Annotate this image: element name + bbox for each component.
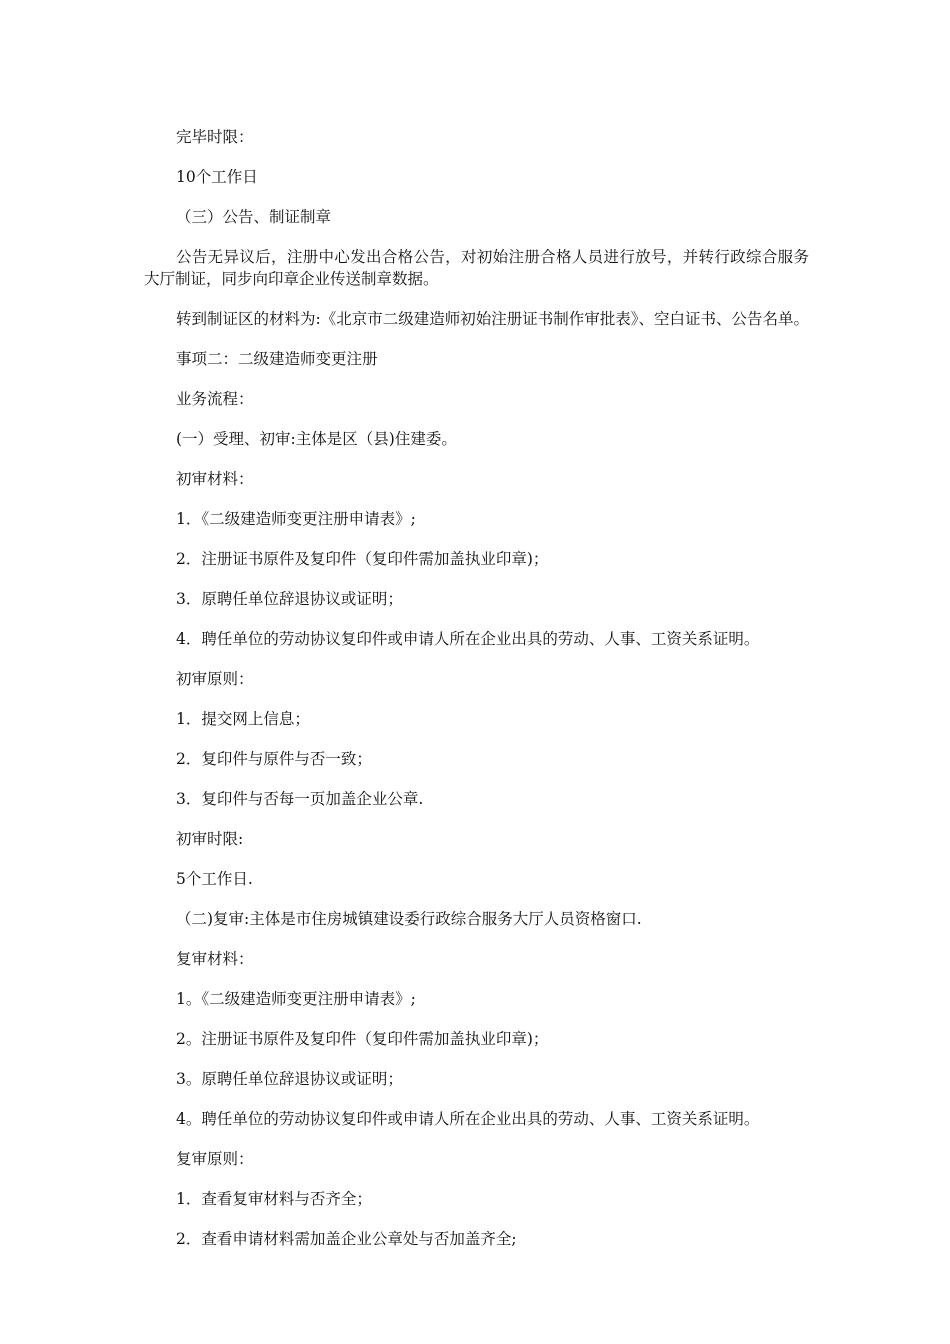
paragraph: 完毕时限： <box>176 128 254 146</box>
list-item: 2．注册证书原件及复印件（复印件需加盖执业印章)； <box>176 550 549 568</box>
paragraph: 初审时限: <box>176 830 244 848</box>
list-item: 1．查看复审材料与否齐全； <box>176 1190 372 1208</box>
section-heading: （二)复审:主体是市住房城镇建设委行政综合服务大厅人员资格窗口. <box>176 910 642 928</box>
paragraph: 初审材料： <box>176 470 254 488</box>
section-heading: (一）受理、初审:主体是区（县)住建委。 <box>176 430 457 448</box>
list-item: 2．查看申请材料需加盖企业公章处与否加盖齐全; <box>176 1230 517 1248</box>
paragraph: 公告无异议后，注册中心发出合格公告，对初始注册合格人员进行放号，并转行政综合服务大厅制证，同步向印章企业传送制章数据。 <box>144 248 809 288</box>
list-item: 2．复印件与原件与否一致； <box>176 750 372 768</box>
paragraph: 业务流程： <box>176 390 254 408</box>
list-item: 1。《二级建造师变更注册申请表》; <box>176 990 416 1008</box>
list-item: 1．提交网上信息； <box>176 710 310 728</box>
list-item: 3．复印件与否每一页加盖企业公章. <box>176 790 424 808</box>
paragraph: 复审材料： <box>176 950 254 968</box>
list-item: 4．聘任单位的劳动协议复印件或申请人所在企业出具的劳动、人事、工资关系证明。 <box>176 630 760 648</box>
paragraph: 5个工作日. <box>176 870 253 888</box>
list-item: 4。聘任单位的劳动协议复印件或申请人所在企业出具的劳动、人事、工资关系证明。 <box>176 1110 760 1128</box>
paragraph: 初审原则： <box>176 670 254 688</box>
list-item: 2。注册证书原件及复印件（复印件需加盖执业印章)； <box>176 1030 549 1048</box>
paragraph: 复审原则： <box>176 1150 254 1168</box>
list-item: 3．原聘任单位辞退协议或证明； <box>176 590 403 608</box>
list-item: 3。原聘任单位辞退协议或证明； <box>176 1070 403 1088</box>
paragraph: 转到制证区的材料为:《北京市二级建造师初始注册证书制作审批表》、空白证书、公告名单。 <box>176 310 809 328</box>
section-heading: 事项二：二级建造师变更注册 <box>176 350 378 368</box>
list-item: 1．《二级建造师变更注册申请表》; <box>176 510 416 528</box>
document-body <box>144 126 809 1268</box>
paragraph: 10个工作日 <box>176 168 258 186</box>
section-heading: （三）公告、制证制章 <box>176 208 332 226</box>
